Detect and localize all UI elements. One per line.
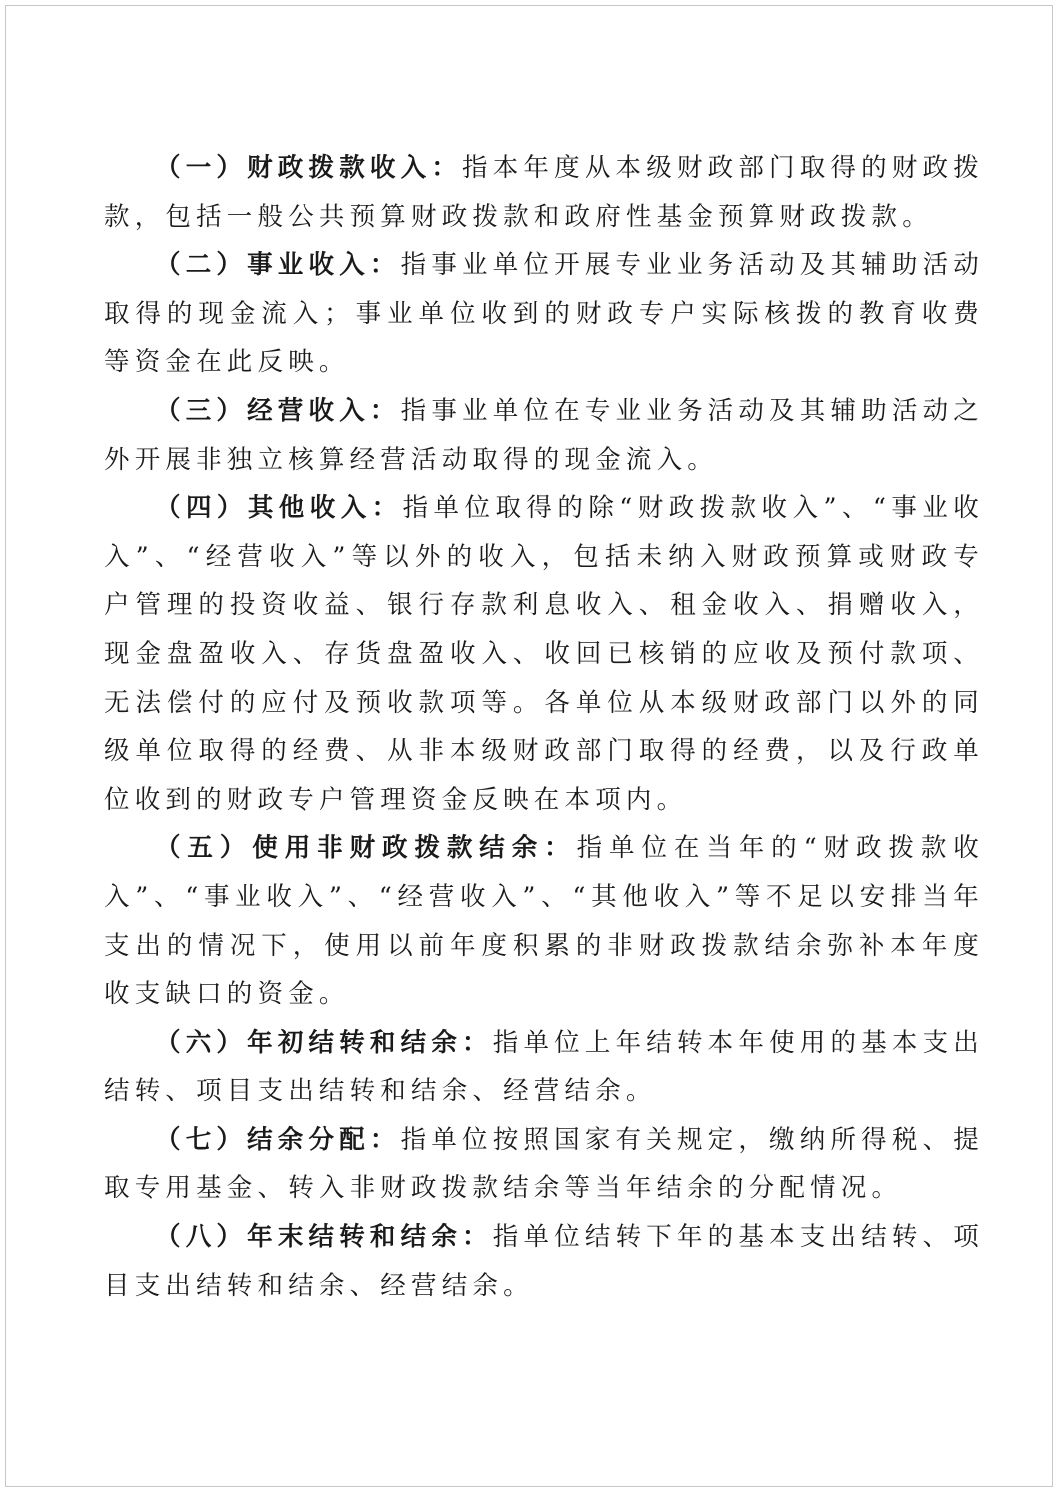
term-definition: 指单位上年结转本年使用的基本支出结转、项目支出结转和结余、经营结余。	[104, 1027, 985, 1107]
paragraph-operating-income	[104, 387, 984, 484]
term-definition: 指单位取得的除“财政拨款收入”、“事业收入”、“经营收入”等以外的收入，包括未纳入财政预算或财政专户管理的投资收益、银行存款利息收入、租金收入、捐赠收入，现金盘盈收入、存货盘盈收入、收回已核销的应收及预付款项、无法偿付的应付及预收款项等。各单位从本级财政部门以外的同级单位取得的经费、从非本级财政部门取得的经费，以及行政单位收到的财政专户管理资金反映在本项内。	[104, 493, 984, 815]
paragraph-balance-distribution	[104, 1116, 984, 1213]
paragraph-business-income	[104, 241, 984, 387]
term-heading: （八）年末结转和结余：	[155, 1222, 493, 1253]
term-heading: （一）财政拨款收入：	[155, 153, 463, 183]
term-definition: 指事业单位在专业业务活动及其辅助活动之外开展非独立核算经营活动取得的现金流入。	[104, 395, 984, 475]
term-heading: （六）年初结转和结余：	[155, 1027, 493, 1058]
term-definition: 指事业单位开展专业业务活动及其辅助活动取得的现金流入；事业单位收到的财政专户实际核拨的教育收费等资金在此反映。	[104, 250, 984, 378]
term-heading: （二）事业收入：	[155, 250, 401, 281]
document-body	[104, 144, 984, 1310]
term-heading: （五）使用非财政拨款结余：	[155, 833, 577, 864]
term-definition: 指单位按照国家有关规定，缴纳所得税、提取专用基金、转入非财政拨款结余等当年结余的分配情况。	[104, 1124, 984, 1204]
paragraph-closing-carryover	[104, 1213, 984, 1310]
paragraph-opening-carryover	[104, 1019, 984, 1116]
term-definition: 指本年度从本级财政部门取得的财政拨款，包括一般公共预算财政拨款和政府性基金预算财政拨款。	[104, 153, 984, 232]
term-definition: 指单位在当年的“财政拨款收入”、“事业收入”、“经营收入”、“其他收入”等不足以安排当年支出的情况下，使用以前年度积累的非财政拨款结余弥补本年度收支缺口的资金。	[104, 833, 984, 1010]
paragraph-other-income	[104, 484, 984, 824]
paragraph-fiscal-appropriation-income	[104, 144, 984, 241]
paragraph-non-fiscal-balance-use	[104, 824, 984, 1018]
term-heading: （三）经营收入：	[155, 395, 401, 426]
term-heading: （七）结余分配：	[155, 1124, 401, 1155]
document-page	[5, 5, 1053, 1487]
term-heading: （四）其他收入：	[155, 493, 403, 524]
term-definition: 指单位结转下年的基本支出结转、项目支出结转和结余、经营结余。	[104, 1222, 985, 1301]
